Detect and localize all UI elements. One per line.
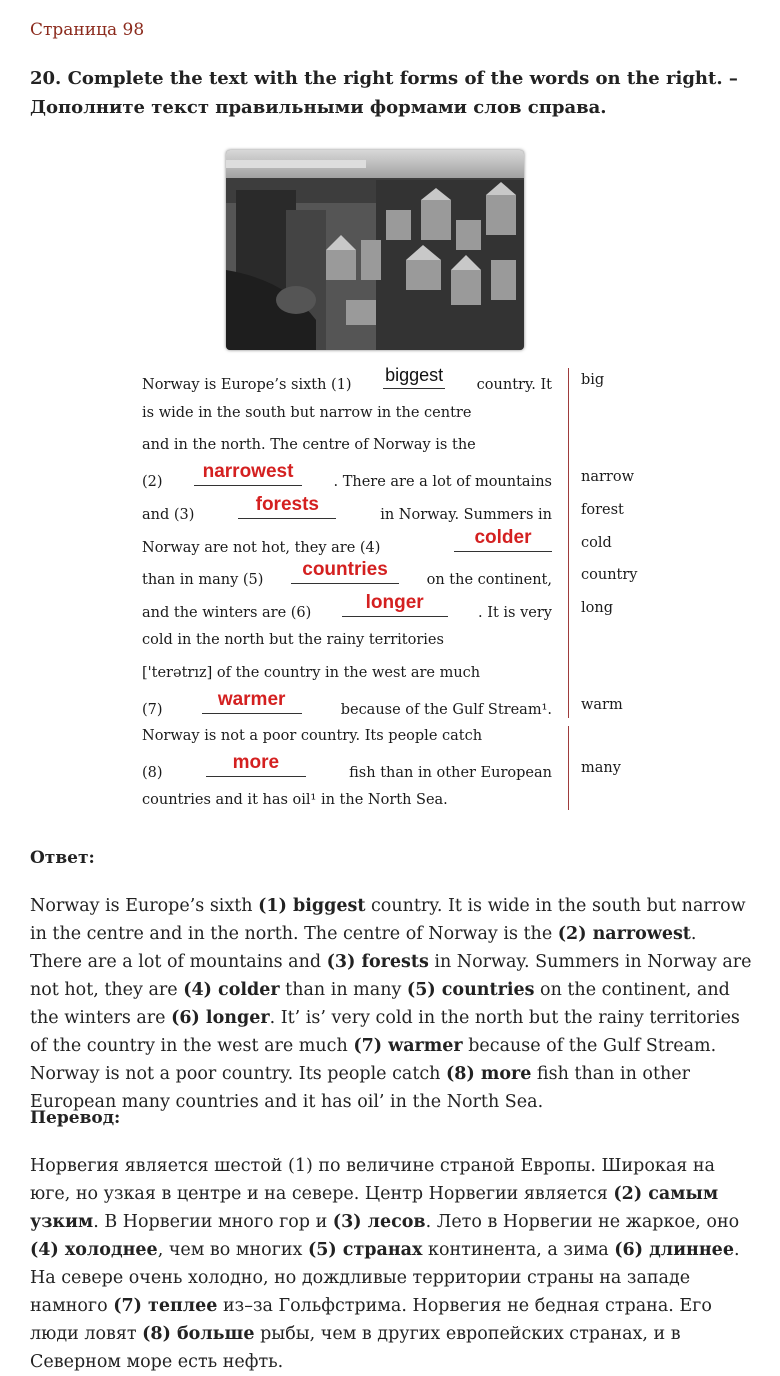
answer-bold: (4) холоднее [30,1240,158,1260]
translation-paragraph [30,1152,752,1376]
answer-bold: (3) лесов [332,1212,426,1232]
ws-text: Norway are not hot, they are (4) [142,540,381,556]
ws-text: (7) [142,702,163,718]
answer-bold: (8) больше [142,1324,255,1344]
ws-line-12 [142,728,552,748]
answer-bold: (8) more [445,1064,532,1084]
word-item: many [581,760,621,776]
text: континента, а зима [422,1240,615,1260]
task-title: 20. Complete the text with the right forms of the words on the right. – Дополните текст правильными формами слов справа. [30,68,738,118]
answer-bold: (4) colder [183,980,280,1000]
word-item: forest [581,502,624,518]
answer-paragraph [30,892,752,1116]
ws-line-11 [142,689,552,718]
answer-3: forests [255,494,319,515]
ws-text: on the continent, [426,572,552,588]
text: . На севере очень холодно, но дождливые территории страны на западе намного [30,1240,740,1316]
text: , чем во многих [157,1240,308,1260]
ws-text: than in many (5) [142,572,264,588]
ws-line-8 [142,592,552,621]
ws-line-5 [142,494,552,523]
ws-text: (8) [142,765,163,781]
answer-bold: (1) biggest [258,896,366,916]
answer-bold: (6) длиннее [614,1240,734,1260]
ws-text: Norway is Europe’s sixth (1) [142,377,352,393]
text: . В Норвегии много гор и [93,1212,333,1232]
ws-text: and (3) [142,507,195,523]
answer-2: narrowest [202,461,294,482]
ws-line-6 [142,527,552,556]
ws-line-9 [142,632,552,652]
gap-1 [383,365,445,389]
answer-bold: (2) narrowest [557,924,691,944]
text: on the continent, and the winters are [30,980,730,1028]
ws-text: and the winters are (6) [142,605,312,621]
text: fish than in other European many countries and it has oil’ in the North Sea. [30,1064,690,1112]
ws-line-1 [142,365,552,393]
text: country. It is wide in the south but narrow in the centre and in the north. The centre of Norway is the [30,896,746,944]
word-item: warm [581,697,623,713]
answer-bold: (5) странах [307,1240,423,1260]
word-item: narrow [581,469,634,485]
answer-7: warmer [217,689,286,710]
ws-line-2 [142,405,552,425]
ws-text: countries and it has oil¹ in the North Sea. [142,792,448,808]
divider-line [568,726,569,810]
gap-5 [291,559,399,584]
ws-text: is wide in the south but narrow in the centre [142,405,472,421]
ws-text: because of the Gulf Stream¹. [340,702,552,718]
text: in Norway. Summers in Norway are not hot, they are [30,952,752,1000]
ws-text: country. It [476,377,552,393]
ws-text: fish than in other European [349,765,552,781]
answer-bold: (3) forests [326,952,429,972]
gap-6 [342,592,448,617]
text: Norway is Europe’s sixth [30,896,259,916]
gap-4 [454,527,552,552]
norway-town-photo [226,150,524,350]
text: . It’ is’ very cold in the north but the rainy territories of the country in the west are much [30,1008,740,1056]
answer-5: countries [302,559,388,580]
gap-8 [206,752,306,777]
answer-6: longer [365,592,424,613]
ws-line-13 [142,752,552,781]
gap-7 [202,689,302,714]
ws-text: Norway is not a poor country. Its people catch [142,728,483,744]
ws-text: . It is very [478,605,552,621]
translation-heading: Перевод: [30,1108,121,1128]
answer-bold: (2) самым узким [30,1184,719,1232]
ws-text: in Norway. Summers in [380,507,552,523]
word-item: long [581,600,613,616]
text: than in many [279,980,407,1000]
answer-bold: (7) warmer [353,1036,463,1056]
ws-text: . There are a lot of mountains [333,474,552,490]
word-item: country [581,567,638,583]
text: из–за Гольфстрима. Норвегия не бедная страна. Его люди ловят [30,1296,712,1344]
divider-line [568,368,569,718]
text: because of the Gulf Stream. Norway is not a poor country. Its people catch [30,1036,717,1084]
text: . Лето в Норвегии не жаркое, оно [425,1212,740,1232]
ws-text: (2) [142,474,163,490]
text: . There are a lot of mountains and [30,924,697,972]
ws-line-4 [142,461,552,490]
answer-bold: (6) longer [171,1008,270,1028]
ws-line-7 [142,559,552,588]
answer-1: biggest [385,365,444,385]
text: Норвегия является шестой (1) по величине страной Европы. Широкая на юге, но узкая в центре и на севере. Центр Норвегии является [30,1156,715,1204]
answer-bold: (5) countries [406,980,535,1000]
ws-text: and in the north. The centre of Norway is the [142,437,476,453]
ws-line-3 [142,437,552,457]
answer-8: more [232,752,280,773]
gap-3 [238,494,336,519]
ws-text: ['terətrız] of the country in the west are much [142,665,481,681]
answer-4: colder [474,527,532,548]
gap-2 [194,461,302,486]
text: рыбы, чем в других европейских странах, и в Северном море есть нефть. [30,1324,681,1372]
ws-line-14 [142,792,552,812]
ws-text: cold in the north but the rainy territories [142,632,444,648]
ws-line-10 [142,665,552,685]
page-label: Страница 98 [30,20,145,40]
word-item: big [581,372,605,388]
word-item: cold [581,535,612,551]
answer-heading: Ответ: [30,848,95,868]
answer-bold: (7) теплее [113,1296,218,1316]
